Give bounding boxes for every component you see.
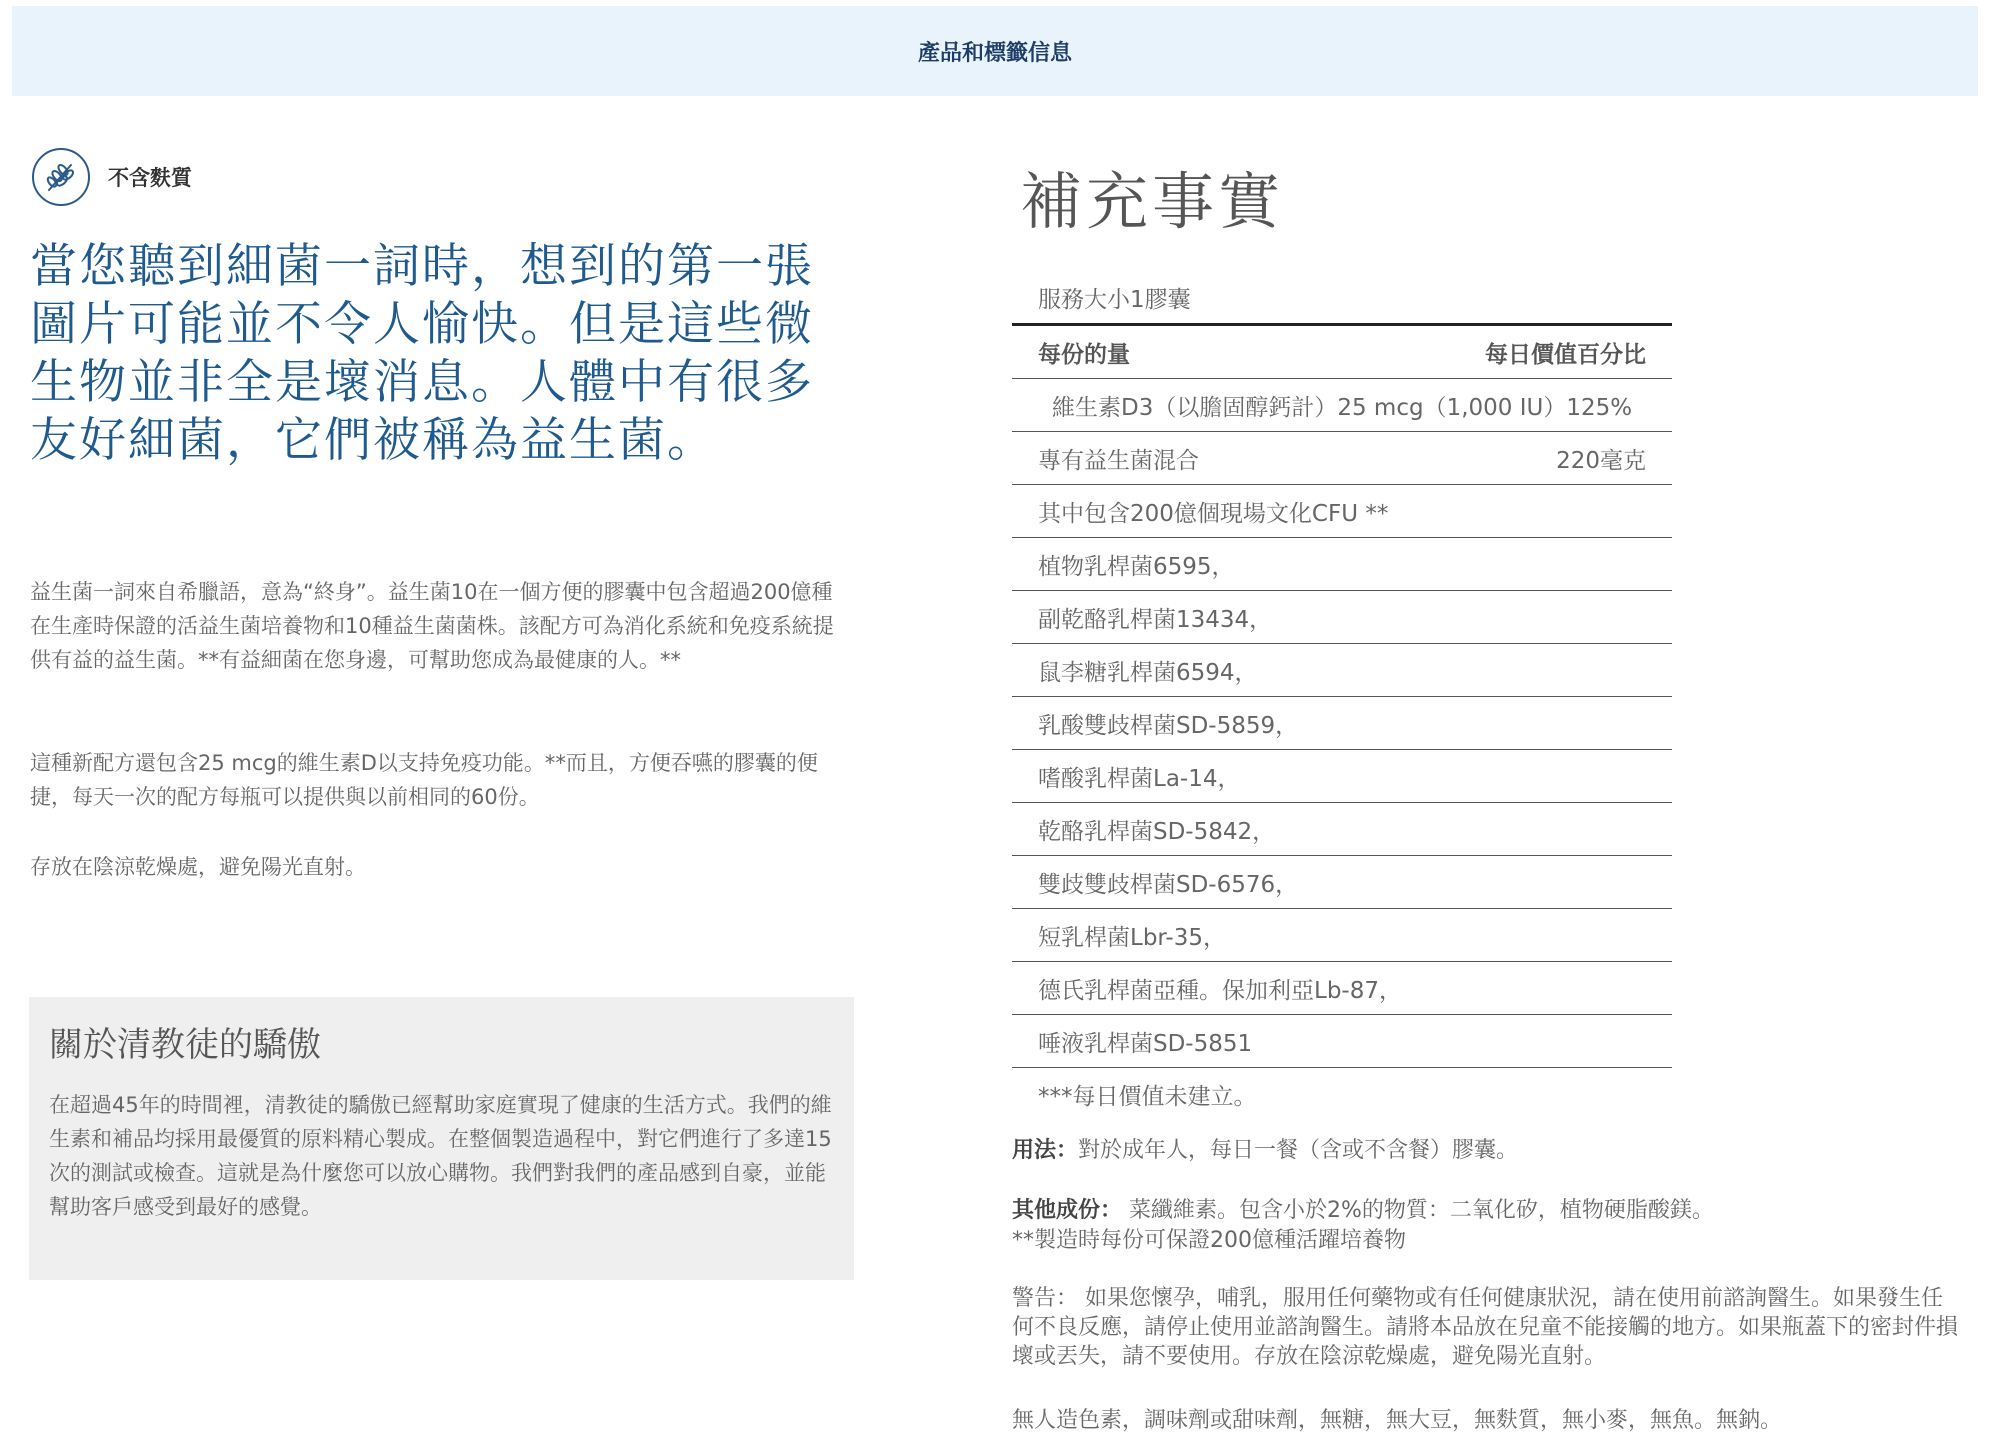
strain-row <box>1012 856 1672 909</box>
strain-row <box>1012 697 1672 750</box>
strain-name: 短乳桿菌Lbr-35， <box>1038 924 1226 951</box>
daily-value-label: 每日價值百分比 <box>1485 341 1646 368</box>
strain-name: 唾液乳桿菌SD-5851 <box>1038 1030 1253 1057</box>
header-title: 產品和標籤信息 <box>917 40 1072 66</box>
strain-name: 鼠李糖乳桿菌6594， <box>1038 659 1258 686</box>
serving-size-row <box>1012 272 1672 326</box>
hero-heading: 當您聽到細菌一詞時，想到的第一張圖片可能並不令人愉快。但是這些微生物並非全是壞消息。人體中有很多友好細菌，它們被稱為益生菌。 <box>30 239 814 468</box>
about-heading: 關於清教徒的驕傲 <box>49 1025 321 1065</box>
strain-name: 德氏乳桿菌亞種。保加利亞Lb-87， <box>1038 977 1402 1004</box>
other-ingredients-text: 菜纖維素。包含小於2%的物質：二氧化矽，植物硬脂酸鎂。 <box>1122 1198 1714 1223</box>
badge-label: 不含麩質 <box>108 166 192 190</box>
amount-per-serving-label: 每份的量 <box>1038 341 1130 368</box>
strain-name: 嗜酸乳桿菌La-14， <box>1038 765 1241 792</box>
strain-name: 雙歧雙歧桿菌SD-6576， <box>1038 871 1299 898</box>
description-paragraph-2: 這種新配方還包含25 mcg的維生素D以支持免疫功能。**而且，方便吞嚥的膠囊的便捷，每天一次的配方每瓶可以提供與以前相同的60份。 <box>30 751 818 809</box>
header-bar <box>12 6 1978 96</box>
other-ingredients-block <box>1012 1196 1714 1256</box>
warning-text: 警告： 如果您懷孕，哺乳，服用任何藥物或有任何健康狀況，請在使用前諮詢醫生。如果發生任何不良反應，請停止使用並諮詢醫生。請將本品放在兒童不能接觸的地方。如果瓶蓋下的密封件損壞或丟失，請不要使用。存放在陰涼乾燥處，避免陽光直射。 <box>1012 1286 1959 1369</box>
facts-header-row <box>1012 326 1672 379</box>
strain-row <box>1012 909 1672 962</box>
strain-row <box>1012 803 1672 856</box>
strain-name: 乳酸雙歧桿菌SD-5859， <box>1038 712 1299 739</box>
blend-row <box>1012 432 1672 485</box>
strain-name: 副乾酪乳桿菌13434， <box>1038 606 1273 633</box>
vitamin-d-row <box>1012 379 1672 432</box>
storage-paragraph: 存放在陰涼乾燥處，避免陽光直射。 <box>30 855 366 879</box>
daily-value-footnote: ***每日價值未建立。 <box>1038 1084 1257 1110</box>
blend-name: 專有益生菌混合 <box>1038 447 1199 474</box>
strain-row <box>1012 591 1672 644</box>
strain-row <box>1012 644 1672 697</box>
blend-amount: 220毫克 <box>1556 447 1646 474</box>
cfu-row <box>1012 485 1672 538</box>
wheat-icon <box>32 148 90 206</box>
usage-block <box>1012 1136 1518 1166</box>
strain-row <box>1012 750 1672 803</box>
strain-name: 乾酪乳桿菌SD-5842， <box>1038 818 1276 845</box>
usage-text: 對於成年人，每日一餐（含或不含餐）膠囊。 <box>1078 1138 1519 1163</box>
cfu-text: 其中包含200億個現場文化CFU ** <box>1038 500 1389 527</box>
about-panel <box>29 997 854 1280</box>
other-ingredients-label: 其他成份： <box>1012 1198 1123 1223</box>
supplement-facts-title: 補充事實 <box>1020 165 1285 238</box>
description-paragraph-1: 益生菌一詞來自希臘語，意為“終身”。益生菌10在一個方便的膠囊中包含超過200億種在生產時保證的活益生菌培養物和10種益生菌菌株。該配方可為消化系統和免疫系統提供有益的益生菌。**有益細菌在您身邊，可幫助您成為最健康的人。** <box>30 580 834 672</box>
strain-name: 植物乳桿菌6595， <box>1038 553 1235 580</box>
strain-row <box>1012 538 1672 591</box>
culture-guarantee: **製造時每份可保證200億種活躍培養物 <box>1012 1228 1406 1253</box>
usage-label: 用法： <box>1012 1138 1079 1163</box>
free-from-text: 無人造色素，調味劑或甜味劑，無糖，無大豆，無麩質，無小麥，無魚。無鈉。 <box>1012 1408 1783 1433</box>
vitamin-d-text: 維生素D3（以膽固醇鈣計）25 mcg（1,000 IU）125% <box>1052 394 1633 421</box>
footnote-row <box>1012 1068 1672 1121</box>
gluten-free-badge <box>32 148 192 206</box>
strain-row <box>1012 962 1672 1015</box>
about-body: 在超過45年的時間裡，清教徒的驕傲已經幫助家庭實現了健康的生活方式。我們的維生素和補品均採用最優質的原料精心製成。在整個製造過程中，對它們進行了多達15次的測試或檢查。這就是為什麼您可以放心購物。我們對我們的產品感到自豪，並能幫助客戶感受到最好的感覺。 <box>49 1093 832 1219</box>
strain-row <box>1012 1015 1672 1068</box>
serving-size: 服務大小1膠囊 <box>1038 287 1191 313</box>
supplement-facts-table <box>1012 272 1672 1121</box>
